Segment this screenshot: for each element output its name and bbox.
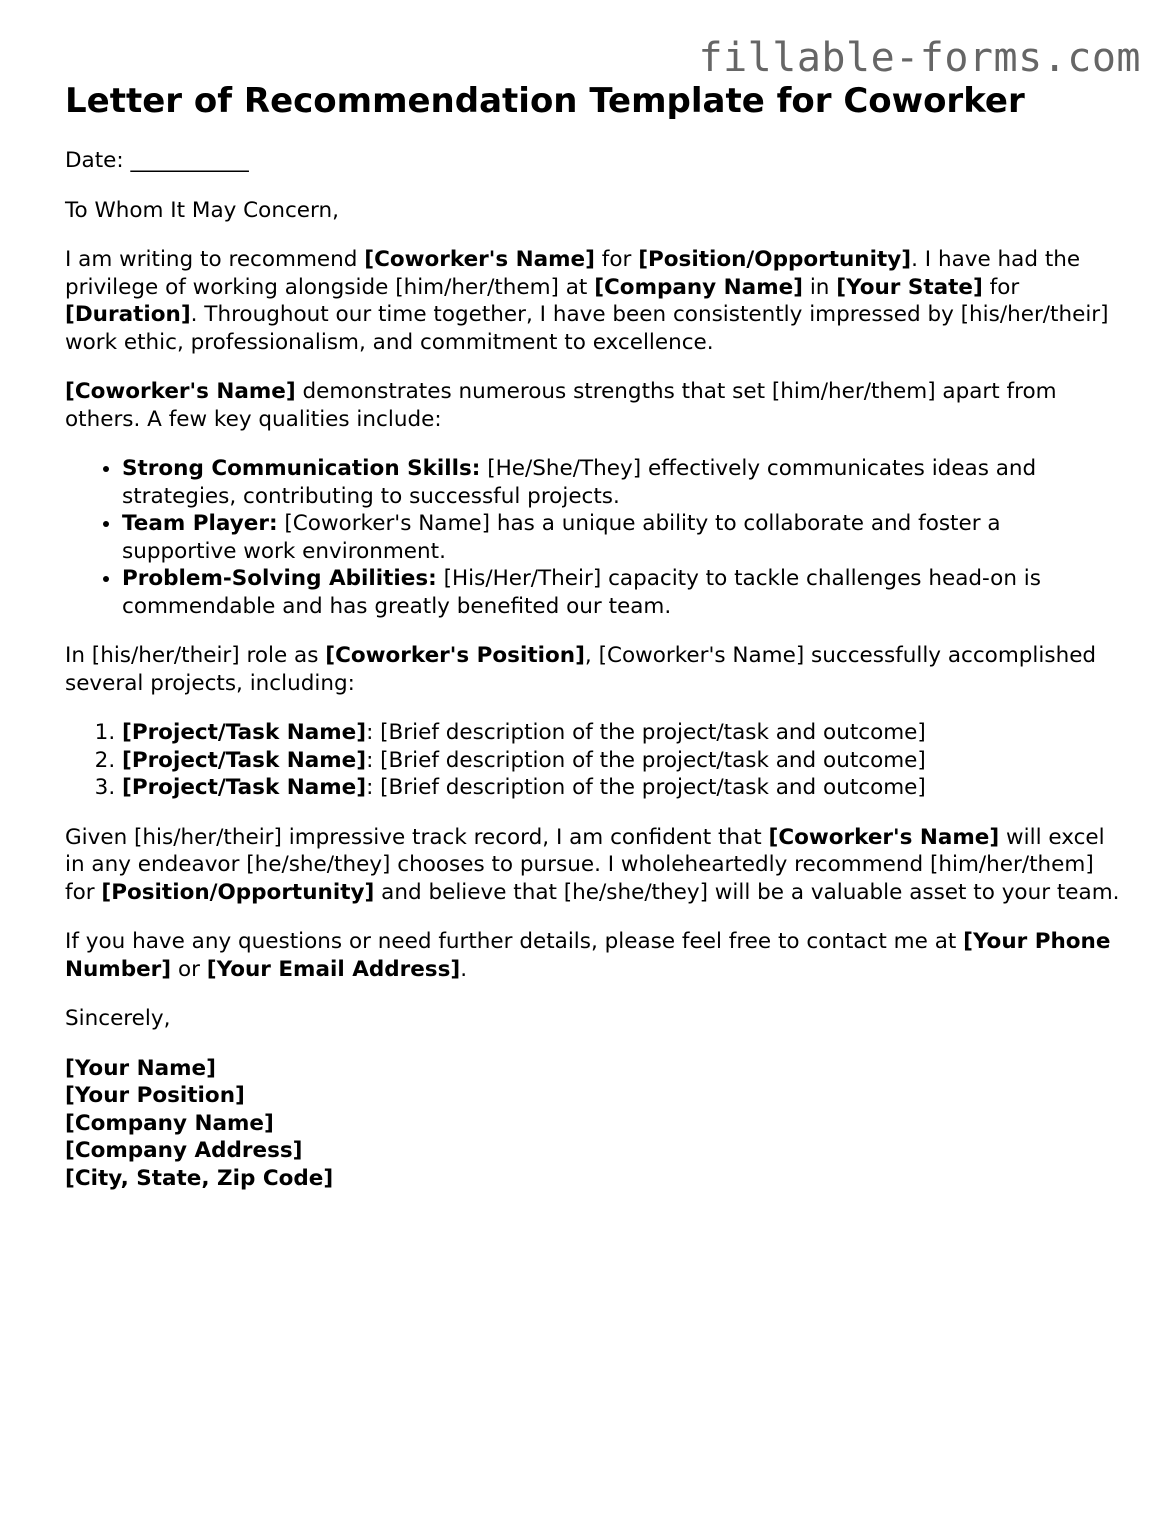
position-placeholder: [Position/Opportunity] xyxy=(101,879,375,905)
intro-paragraph xyxy=(65,246,1120,356)
project-label: [Project/Task Name] xyxy=(122,775,367,800)
quality-label: Team Player: xyxy=(122,511,278,536)
strengths-paragraph xyxy=(65,378,1120,433)
quality-text: [His/Her/Their] capacity to tackle challenges head-on is commendable and has greatly benefited our team. xyxy=(122,566,1041,619)
list-item xyxy=(122,455,1120,510)
company-name-placeholder: [Company Name] xyxy=(594,274,803,300)
quality-label: Strong Communication Skills: xyxy=(122,456,481,481)
signature-city: [City, State, Zip Code] xyxy=(65,1165,334,1191)
watermark: fillable-forms.com xyxy=(698,35,1141,81)
list-item xyxy=(122,565,1120,620)
text-span: demonstrates numerous strengths that set [him/her/them] apart from others. A few key qualities include: xyxy=(65,379,1057,432)
text-span: or xyxy=(171,956,207,982)
text-span: and believe that [he/she/they] will be a valuable asset to your team. xyxy=(374,879,1120,905)
text-span: In [his/her/their] role as xyxy=(65,643,326,668)
letter-body xyxy=(65,147,1120,1192)
text-span: for xyxy=(594,247,639,272)
list-item xyxy=(122,719,1120,747)
quality-text: [He/She/They] effectively communicates ideas and strategies, contributing to successful projects. xyxy=(122,456,1037,509)
text-span: If you have any questions or need further details, please feel free to contact me at xyxy=(65,929,964,954)
position-placeholder: [Position/Opportunity] xyxy=(638,247,912,272)
duration-placeholder: [Duration] xyxy=(65,302,191,327)
date-label: Date: xyxy=(65,148,124,173)
quality-text: [Coworker's Name] has a unique ability to collaborate and foster a supportive work environment. xyxy=(122,511,1001,564)
signature-position: [Your Position] xyxy=(65,1083,245,1108)
confidence-paragraph xyxy=(65,824,1120,907)
quality-label: Problem-Solving Abilities: xyxy=(122,566,437,591)
closing: Sincerely, xyxy=(65,1006,171,1031)
text-span: . I have had the privilege of working alongside [him/her/them] at xyxy=(65,247,1081,300)
page-title: Letter of Recommendation Template for Coworker xyxy=(65,81,1025,121)
text-span: , [Coworker's Name] successfully accomplished several projects, including: xyxy=(65,643,1097,696)
coworker-name-placeholder: [Coworker's Name] xyxy=(768,824,1000,850)
phone-placeholder: [Your Phone Number] xyxy=(65,929,1111,982)
salutation: To Whom It May Concern, xyxy=(65,197,339,223)
coworker-name-placeholder: [Coworker's Name] xyxy=(364,247,595,272)
text-span: Given [his/her/their] impressive track record, I am confident that xyxy=(65,824,769,850)
list-item xyxy=(122,510,1120,565)
text-span: will excel in any endeavor [he/she/they] chooses to pursue. I wholeheartedly recommend [him/her/them] for xyxy=(65,824,1105,905)
text-span: . xyxy=(460,956,468,982)
project-text: : [Brief description of the project/task and outcome] xyxy=(366,775,926,800)
signature-company: [Company Name] xyxy=(65,1110,274,1136)
text-span: . Throughout our time together, I have been consistently impressed by [his/her/their] work ethic, professionalism, and commitment to excellence. xyxy=(65,302,1109,355)
signature-name: [Your Name] xyxy=(65,1055,216,1081)
text-span: for xyxy=(982,274,1020,300)
contact-paragraph xyxy=(65,928,1120,983)
project-label: [Project/Task Name] xyxy=(122,747,367,773)
coworker-name-placeholder: [Coworker's Name] xyxy=(65,379,296,404)
date-line xyxy=(65,147,1120,175)
list-item xyxy=(122,747,1120,775)
projects-list xyxy=(65,719,1120,802)
project-label: [Project/Task Name] xyxy=(122,720,367,745)
state-placeholder: [Your State] xyxy=(836,274,983,300)
email-placeholder: [Your Email Address] xyxy=(206,956,461,982)
signature-block xyxy=(65,1055,1120,1193)
text-span: I am writing to recommend xyxy=(65,247,365,272)
project-text: : [Brief description of the project/task and outcome] xyxy=(366,720,926,745)
date-blank: ___________ xyxy=(130,148,249,173)
list-item xyxy=(122,774,1120,802)
qualities-list xyxy=(65,455,1120,620)
signature-address: [Company Address] xyxy=(65,1138,303,1163)
text-span: in xyxy=(803,274,837,300)
role-paragraph xyxy=(65,642,1120,697)
coworker-position-placeholder: [Coworker's Position] xyxy=(325,643,585,668)
project-text: : [Brief description of the project/task and outcome] xyxy=(366,747,926,773)
